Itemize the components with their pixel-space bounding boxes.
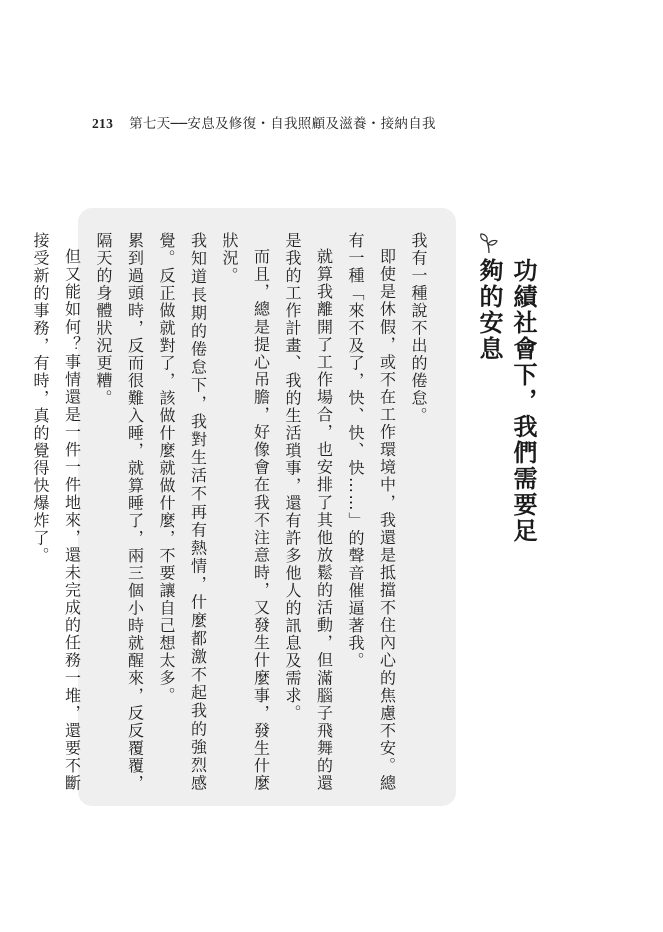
paragraph: 累到過頭時，反而很難入睡，就算睡了，兩三個小時就醒來，反反覆覆，隔天的身體狀況更糟。	[94, 232, 145, 792]
section-heading	[470, 232, 538, 552]
sprout-icon	[479, 232, 499, 254]
paragraph: 我知道長期的倦怠下，我對生活不再有熱情，什麼都激不起我的強烈感覺。反正做就對了，該做什麼就做什麼，不要讓自己想太多。	[157, 232, 208, 792]
running-header	[92, 112, 512, 136]
paragraph: 即使是休假，或不在工作環境中，我還是抵擋不住內心的焦慮不安。總有一種「來不及了，快、快、快……」的聲音催逼著我。	[346, 232, 397, 792]
section-title: 功績社會下，我們需要足夠的安息	[475, 258, 538, 544]
paragraph: 但又能如何？事情還是一件一件地來，還未完成的任務一堆，還要不斷接受新的事務，有時，真的覺得快爆炸了。	[31, 232, 82, 792]
paragraph: 就算我離開了工作場合，也安排了其他放鬆的活動，但滿腦子飛舞的還是我的工作計畫、我的生活瑣事，還有許多他人的訊息及需求。	[283, 232, 334, 792]
paragraph: 而且，總是提心吊膽，好像會在我不注意時，又發生什麼事，發生什麼狀況。	[220, 232, 271, 792]
paragraph: 我有一種說不出的倦怠。	[409, 232, 428, 425]
quote-text	[25, 232, 435, 792]
chapter-title: 第七天──安息及修復・自我照顧及滋養・接納自我	[129, 116, 436, 132]
page-number: 213	[92, 116, 114, 131]
